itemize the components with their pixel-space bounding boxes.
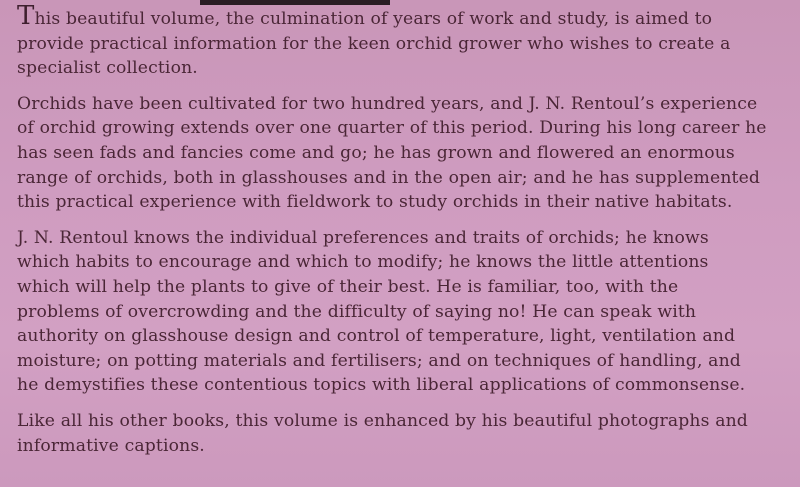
text-line: informative captions. (17, 435, 205, 456)
text-line: problems of overcrowding and the difficulty of saying no! He can speak with (17, 301, 697, 322)
drop-cap: T (17, 1, 35, 31)
text-line: has seen fads and fancies come and go; he has grown and flowered an enormous (17, 142, 735, 163)
blurb-text (17, 1, 797, 469)
paragraph-closing (17, 409, 797, 458)
paragraph-expertise (17, 226, 797, 398)
text-line: provide practical information for the keen orchid grower who wishes to create a (17, 33, 731, 54)
text-line: Like all his other books, this volume is enhanced by his beautiful photographs and (17, 410, 748, 431)
text-line: This beautiful volume, the culmination of years of work and study, is aimed to (17, 1, 713, 31)
paragraph-history (17, 92, 797, 215)
text-line: of orchid growing extends over one quarter of this period. During his long career he (17, 118, 767, 139)
text-line: specialist collection. (17, 58, 198, 79)
text-line: moisture; on potting materials and fertilisers; and on techniques of handling, and (17, 350, 741, 371)
text-line: authority on glasshouse design and control of temperature, light, ventilation and (17, 326, 736, 347)
text-line: range of orchids, both in glasshouses and in the open air; and he has supplemented (17, 167, 761, 188)
text-line: Orchids have been cultivated for two hundred years, and J. N. Rentoul’s experience (17, 93, 758, 114)
text-line: this practical experience with fieldwork to study orchids in their native habitats. (17, 192, 733, 213)
text-line: which habits to encourage and which to modify; he knows the little attentions (17, 252, 709, 273)
paragraph-intro (17, 1, 797, 81)
text-line: which will help the plants to give of their best. He is familiar, too, with the (17, 276, 679, 297)
cover-image-edge (200, 0, 390, 5)
text-line: he demystifies these contentious topics with liberal applications of commonsense. (17, 375, 746, 396)
text-line: J. N. Rentoul knows the individual preferences and traits of orchids; he knows (17, 227, 709, 248)
